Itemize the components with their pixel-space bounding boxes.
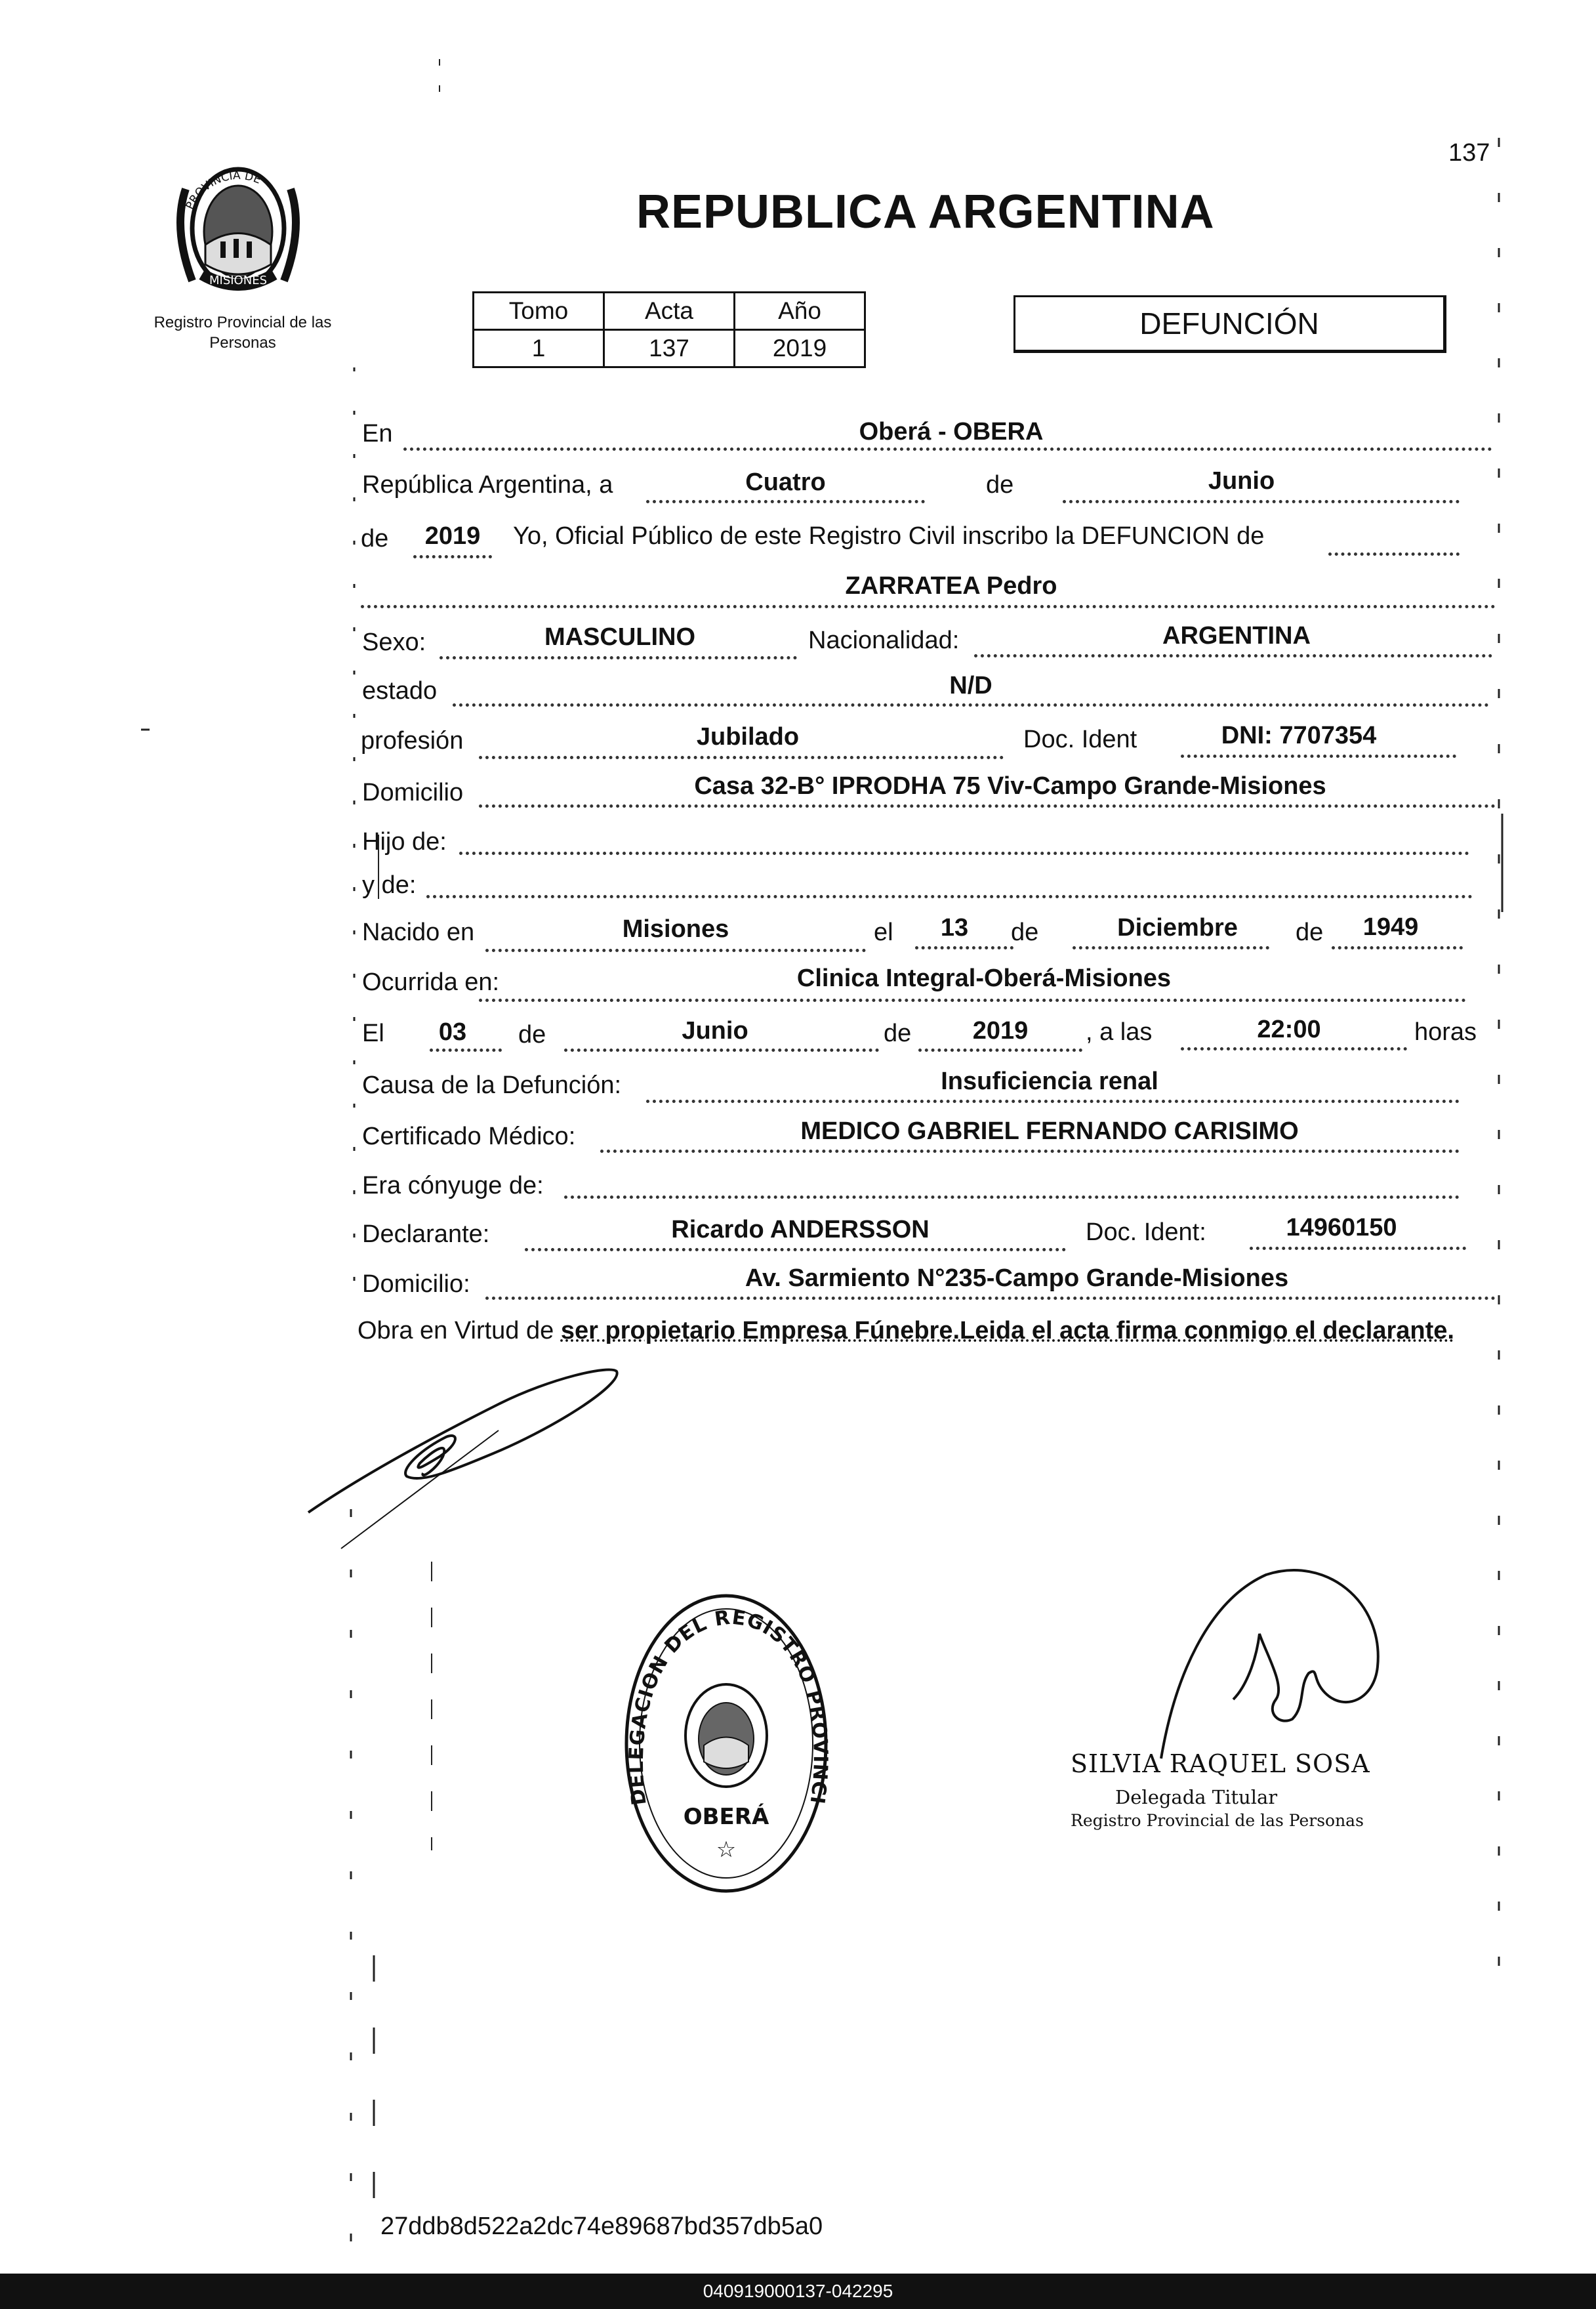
signatory-org: Registro Provincial de las Personas: [1071, 1811, 1364, 1830]
acta-header: Acta: [604, 293, 735, 330]
line-yo: [1328, 552, 1460, 556]
anio-value: 2019: [424, 522, 481, 550]
obra-en-virtud: [358, 1313, 1492, 1348]
dia-value: Cuatro: [745, 468, 826, 496]
label-en: En: [362, 420, 393, 447]
obra-value: ser propietario Empresa Fúnebre.Leida el acta firma conmigo el declarante.: [560, 1317, 1454, 1344]
svg-text:☆: ☆: [716, 1837, 737, 1863]
declarante-doc-value: 14960150: [1286, 1214, 1397, 1241]
nacido-mes-value: Diciembre: [1117, 914, 1238, 942]
line-fallec-anio: [918, 1049, 1082, 1052]
line-y-de: [426, 895, 1473, 898]
lugar-value: Oberá - OBERA: [859, 418, 1044, 446]
signatory-role: Delegada Titular: [1115, 1786, 1278, 1808]
doc-ident-value: DNI: 7707354: [1221, 722, 1377, 749]
label-de-anio: de: [361, 525, 389, 552]
label-el-fallec: El: [362, 1020, 384, 1047]
svg-text:DELEGACION DEL REGISTRO PROVIN: DELEGACION DEL REGISTRO PROVINCIAL DE LAS PERSONAS: [611, 1570, 832, 1807]
label-el: el: [874, 919, 893, 946]
label-domicilio2: Domicilio:: [362, 1270, 470, 1298]
registry-name: Registro Provincial de las Personas: [153, 314, 332, 352]
table-row: [474, 293, 865, 330]
document-hash: 27ddb8d522a2dc74e89687bd357db5a0: [380, 2213, 823, 2240]
signatory-name: SILVIA RAQUEL SOSA: [1071, 1749, 1370, 1778]
label-doc-ident2: Doc. Ident:: [1086, 1218, 1206, 1246]
table-row: [474, 330, 865, 367]
ocurrida-en-value: Clinica Integral-Oberá-Misiones: [796, 965, 1172, 992]
line-declarante: [525, 1248, 1066, 1251]
line-hora: [1181, 1047, 1407, 1050]
footer-code: 040919000137-042295: [703, 2281, 893, 2301]
label-yo: Yo, Oficial Público de este Registro Civil inscribo la DEFUNCION de: [513, 522, 1265, 550]
domicilio-value: Casa 32-B° IPRODHA 75 Viv-Campo Grande-Misiones: [694, 772, 1326, 800]
declarante-value: Ricardo ANDERSSON: [671, 1216, 930, 1243]
delegation-seal-icon: [611, 1570, 833, 1900]
line-nacido-anio: [1332, 946, 1463, 949]
label-conyuge: Era cónyuge de:: [362, 1172, 544, 1199]
label-nacido-en: Nacido en: [362, 919, 475, 946]
seal-city: OBERÁ: [683, 1804, 769, 1830]
label-sexo: Sexo:: [362, 629, 426, 656]
line-nacionalidad: [974, 654, 1492, 657]
declarant-signature-icon: [302, 1358, 630, 1522]
line-estado: [453, 703, 1489, 707]
line-declarante-doc: [1250, 1247, 1466, 1250]
label-de: de: [986, 471, 1014, 499]
label-de-fallec: de: [518, 1021, 546, 1049]
line-doc-ident: [1181, 755, 1456, 758]
line-nombre: [361, 605, 1496, 608]
line-nacido-dia: [915, 946, 1013, 949]
profesion-value: Jubilado: [696, 723, 800, 751]
line-profesion: [479, 756, 1004, 759]
line-sexo: [440, 656, 797, 659]
estado-value: N/D: [949, 672, 992, 699]
certificado-value: MEDICO GABRIEL FERNANDO CARISIMO: [800, 1117, 1299, 1145]
nacido-anio-value: 1949: [1362, 913, 1419, 941]
label-ocurrida-en: Ocurrida en:: [362, 968, 500, 996]
label-de-anio-nac: de: [1296, 919, 1324, 946]
label-declarante: Declarante:: [362, 1220, 490, 1248]
label-nacionalidad: Nacionalidad:: [808, 627, 960, 654]
page-title: REPUBLICA ARGENTINA: [636, 186, 1215, 238]
anio-value: 2019: [735, 330, 865, 367]
page-number: 137: [1448, 139, 1490, 167]
acta-table: [472, 291, 866, 368]
label-doc-ident: Doc. Ident: [1023, 726, 1137, 753]
label-a-las: , a las: [1086, 1018, 1153, 1046]
anio-header: Año: [735, 293, 865, 330]
official-signature-icon: [1148, 1562, 1397, 1765]
label-y-de: y de:: [362, 871, 417, 899]
line-fallec-mes: [564, 1049, 879, 1052]
line-dia: [646, 500, 925, 503]
fallec-dia-value: 03: [438, 1018, 467, 1046]
label-horas: horas: [1414, 1018, 1477, 1046]
line-mes: [1063, 500, 1460, 503]
causa-value: Insuficiencia renal: [941, 1068, 1158, 1095]
fallec-mes-value: Junio: [682, 1017, 748, 1045]
declarante-domicilio-value: Av. Sarmiento N°235-Campo Grande-Misiones: [745, 1264, 1289, 1292]
fallec-anio-value: 2019: [972, 1017, 1029, 1045]
line-nacido-lugar: [485, 949, 866, 952]
label-causa: Causa de la Defunción:: [362, 1071, 622, 1099]
province-seal-icon: [163, 150, 314, 301]
line-nacido-mes: [1073, 946, 1269, 949]
label-certificado: Certificado Médico:: [362, 1123, 576, 1150]
nacionalidad-value: ARGENTINA: [1162, 622, 1311, 650]
acta-value: 137: [604, 330, 735, 367]
line-domicilio2: [485, 1297, 1496, 1300]
tomo-header: Tomo: [474, 293, 604, 330]
nacido-dia-value: 13: [940, 914, 969, 942]
line-en: [403, 447, 1492, 451]
line-hijo-de: [459, 852, 1469, 855]
mes-value: Junio: [1208, 467, 1275, 495]
label-profesion: profesión: [361, 727, 464, 755]
label-obra: Obra en Virtud de: [358, 1317, 554, 1344]
label-de-mes: de: [1011, 919, 1039, 946]
line-ocurrida-en: [479, 999, 1466, 1002]
line-anio: [413, 555, 492, 558]
line-certificado: [600, 1150, 1460, 1153]
line-fallec-dia: [430, 1049, 502, 1052]
footer-code-bar: [0, 2274, 1596, 2309]
line-conyuge: [564, 1196, 1460, 1199]
label-de-fallec-anio: de: [884, 1020, 912, 1047]
label-domicilio: Domicilio: [362, 779, 464, 806]
nombre-value: ZARRATEA Pedro: [845, 572, 1057, 600]
svg-text:MISIONES: MISIONES: [209, 274, 268, 287]
tomo-value: 1: [474, 330, 604, 367]
sexo-value: MASCULINO: [544, 623, 696, 651]
doc-type-box: DEFUNCIÓN: [1013, 295, 1446, 353]
line-causa: [646, 1100, 1460, 1103]
hora-value: 22:00: [1257, 1016, 1321, 1043]
label-hijo-de: Hijo de:: [362, 828, 447, 856]
label-estado: estado: [362, 677, 438, 705]
nacido-lugar-value: Misiones: [622, 915, 729, 943]
svg-text:PROVINCIA DE: PROVINCIA DE: [183, 169, 263, 212]
line-domicilio: [479, 804, 1496, 808]
label-republica: República Argentina, a: [362, 471, 613, 499]
